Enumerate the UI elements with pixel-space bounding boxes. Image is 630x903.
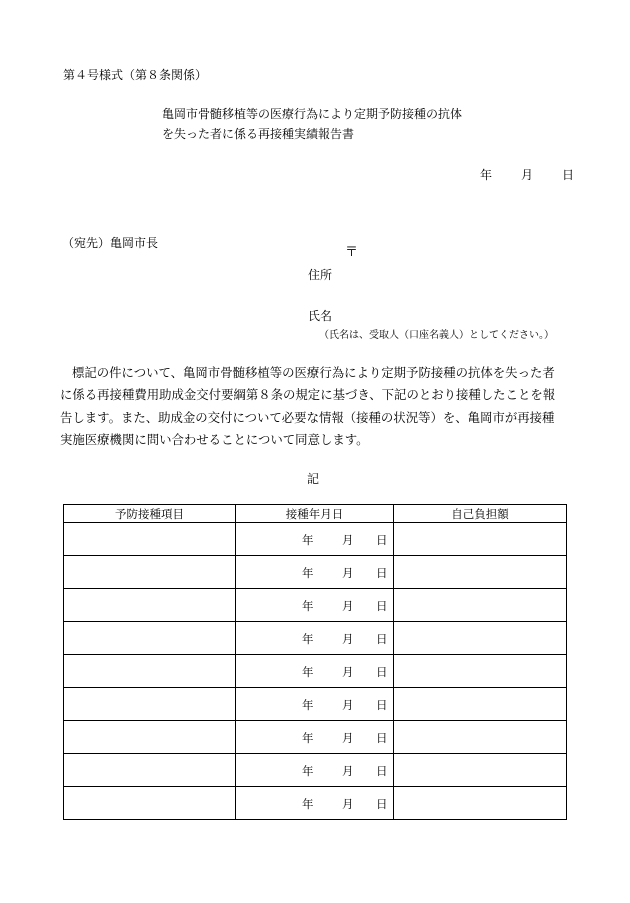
self-pay-amount-cell[interactable]	[394, 721, 567, 754]
date-day-label: 日	[376, 731, 388, 745]
date-month-label: 月	[342, 764, 354, 778]
table-row	[64, 754, 567, 787]
date-year-label: 年	[302, 698, 314, 712]
document-title	[162, 104, 462, 144]
title-line-2: を失った者に係る再接種実績報告書	[162, 127, 355, 141]
postal-mark: 〒	[345, 245, 359, 260]
vaccination-date-cell[interactable]	[236, 754, 394, 787]
form-number: 第４号様式（第８条関係）	[63, 68, 208, 82]
vaccine-item-cell[interactable]	[64, 688, 236, 721]
vaccination-date-cell[interactable]	[236, 787, 394, 820]
self-pay-amount-cell[interactable]	[394, 589, 567, 622]
date-year-label: 年	[302, 599, 314, 613]
date-year-label: 年	[302, 764, 314, 778]
title-line-1: 亀岡市骨髄移植等の医療行為により定期予防接種の抗体	[162, 107, 463, 121]
date-year-label: 年	[302, 665, 314, 679]
date-day-label: 日	[562, 168, 575, 182]
table-row	[64, 688, 567, 721]
date-year-label: 年	[302, 632, 314, 646]
vaccine-item-cell[interactable]	[64, 589, 236, 622]
date-day-label: 日	[376, 599, 388, 613]
vaccination-date-cell[interactable]	[236, 523, 394, 556]
date-month-label: 月	[342, 533, 354, 547]
date-month-label: 月	[521, 168, 534, 182]
table-header-row	[64, 505, 567, 523]
date-day-label: 日	[376, 533, 388, 547]
table-row	[64, 556, 567, 589]
date-day-label: 日	[376, 698, 388, 712]
table-row	[64, 655, 567, 688]
date-year-label: 年	[302, 566, 314, 580]
vaccine-item-cell[interactable]	[64, 721, 236, 754]
date-month-label: 月	[342, 797, 354, 811]
date-month-label: 月	[342, 698, 354, 712]
ki-heading: 記	[307, 472, 320, 486]
body-paragraph: 標記の件について、亀岡市骨髄移植等の医療行為により定期予防接種の抗体を失った者に係る再接種費用助成金交付要綱第８条の規定に基づき、下記のとおり接種したことを報告します。また、助成金の交付について必要な情報（接種の状況等）を、亀岡市が再接種実施医療機関に問い合わせることについて同意します。	[60, 365, 556, 447]
header-vaccination-date: 接種年月日	[236, 505, 394, 523]
date-month-label: 月	[342, 632, 354, 646]
self-pay-amount-cell[interactable]	[394, 556, 567, 589]
table-row	[64, 787, 567, 820]
table-row	[64, 721, 567, 754]
name-note: （氏名は、受取人（口座名義人）としてください。）	[319, 330, 554, 341]
vaccination-record-table	[63, 504, 567, 820]
report-date	[480, 166, 574, 183]
self-pay-amount-cell[interactable]	[394, 655, 567, 688]
vaccination-date-cell[interactable]	[236, 622, 394, 655]
name-label: 氏名	[308, 309, 333, 323]
self-pay-amount-cell[interactable]	[394, 754, 567, 787]
date-day-label: 日	[376, 632, 388, 646]
header-self-pay-amount: 自己負担額	[394, 505, 567, 523]
vaccination-date-cell[interactable]	[236, 556, 394, 589]
vaccination-date-cell[interactable]	[236, 688, 394, 721]
vaccine-item-cell[interactable]	[64, 556, 236, 589]
address-label: 住所	[308, 268, 333, 282]
self-pay-amount-cell[interactable]	[394, 622, 567, 655]
vaccine-item-cell[interactable]	[64, 655, 236, 688]
date-year-label: 年	[302, 797, 314, 811]
date-month-label: 月	[342, 731, 354, 745]
vaccination-date-cell[interactable]	[236, 721, 394, 754]
table-row	[64, 523, 567, 556]
date-day-label: 日	[376, 797, 388, 811]
vaccine-item-cell[interactable]	[64, 622, 236, 655]
table-row	[64, 622, 567, 655]
table-row	[64, 589, 567, 622]
vaccine-item-cell[interactable]	[64, 754, 236, 787]
date-year-label: 年	[302, 731, 314, 745]
self-pay-amount-cell[interactable]	[394, 688, 567, 721]
date-month-label: 月	[342, 566, 354, 580]
vaccination-date-cell[interactable]	[236, 655, 394, 688]
date-year-label: 年	[302, 533, 314, 547]
vaccine-item-cell[interactable]	[64, 787, 236, 820]
date-day-label: 日	[376, 764, 388, 778]
date-month-label: 月	[342, 599, 354, 613]
header-vaccine-item: 予防接種項目	[64, 505, 236, 523]
self-pay-amount-cell[interactable]	[394, 787, 567, 820]
self-pay-amount-cell[interactable]	[394, 523, 567, 556]
date-day-label: 日	[376, 665, 388, 679]
date-year-label: 年	[480, 168, 493, 182]
date-day-label: 日	[376, 566, 388, 580]
vaccine-item-cell[interactable]	[64, 523, 236, 556]
date-month-label: 月	[342, 665, 354, 679]
vaccination-date-cell[interactable]	[236, 589, 394, 622]
addressee: （宛先）亀岡市長	[62, 236, 159, 250]
